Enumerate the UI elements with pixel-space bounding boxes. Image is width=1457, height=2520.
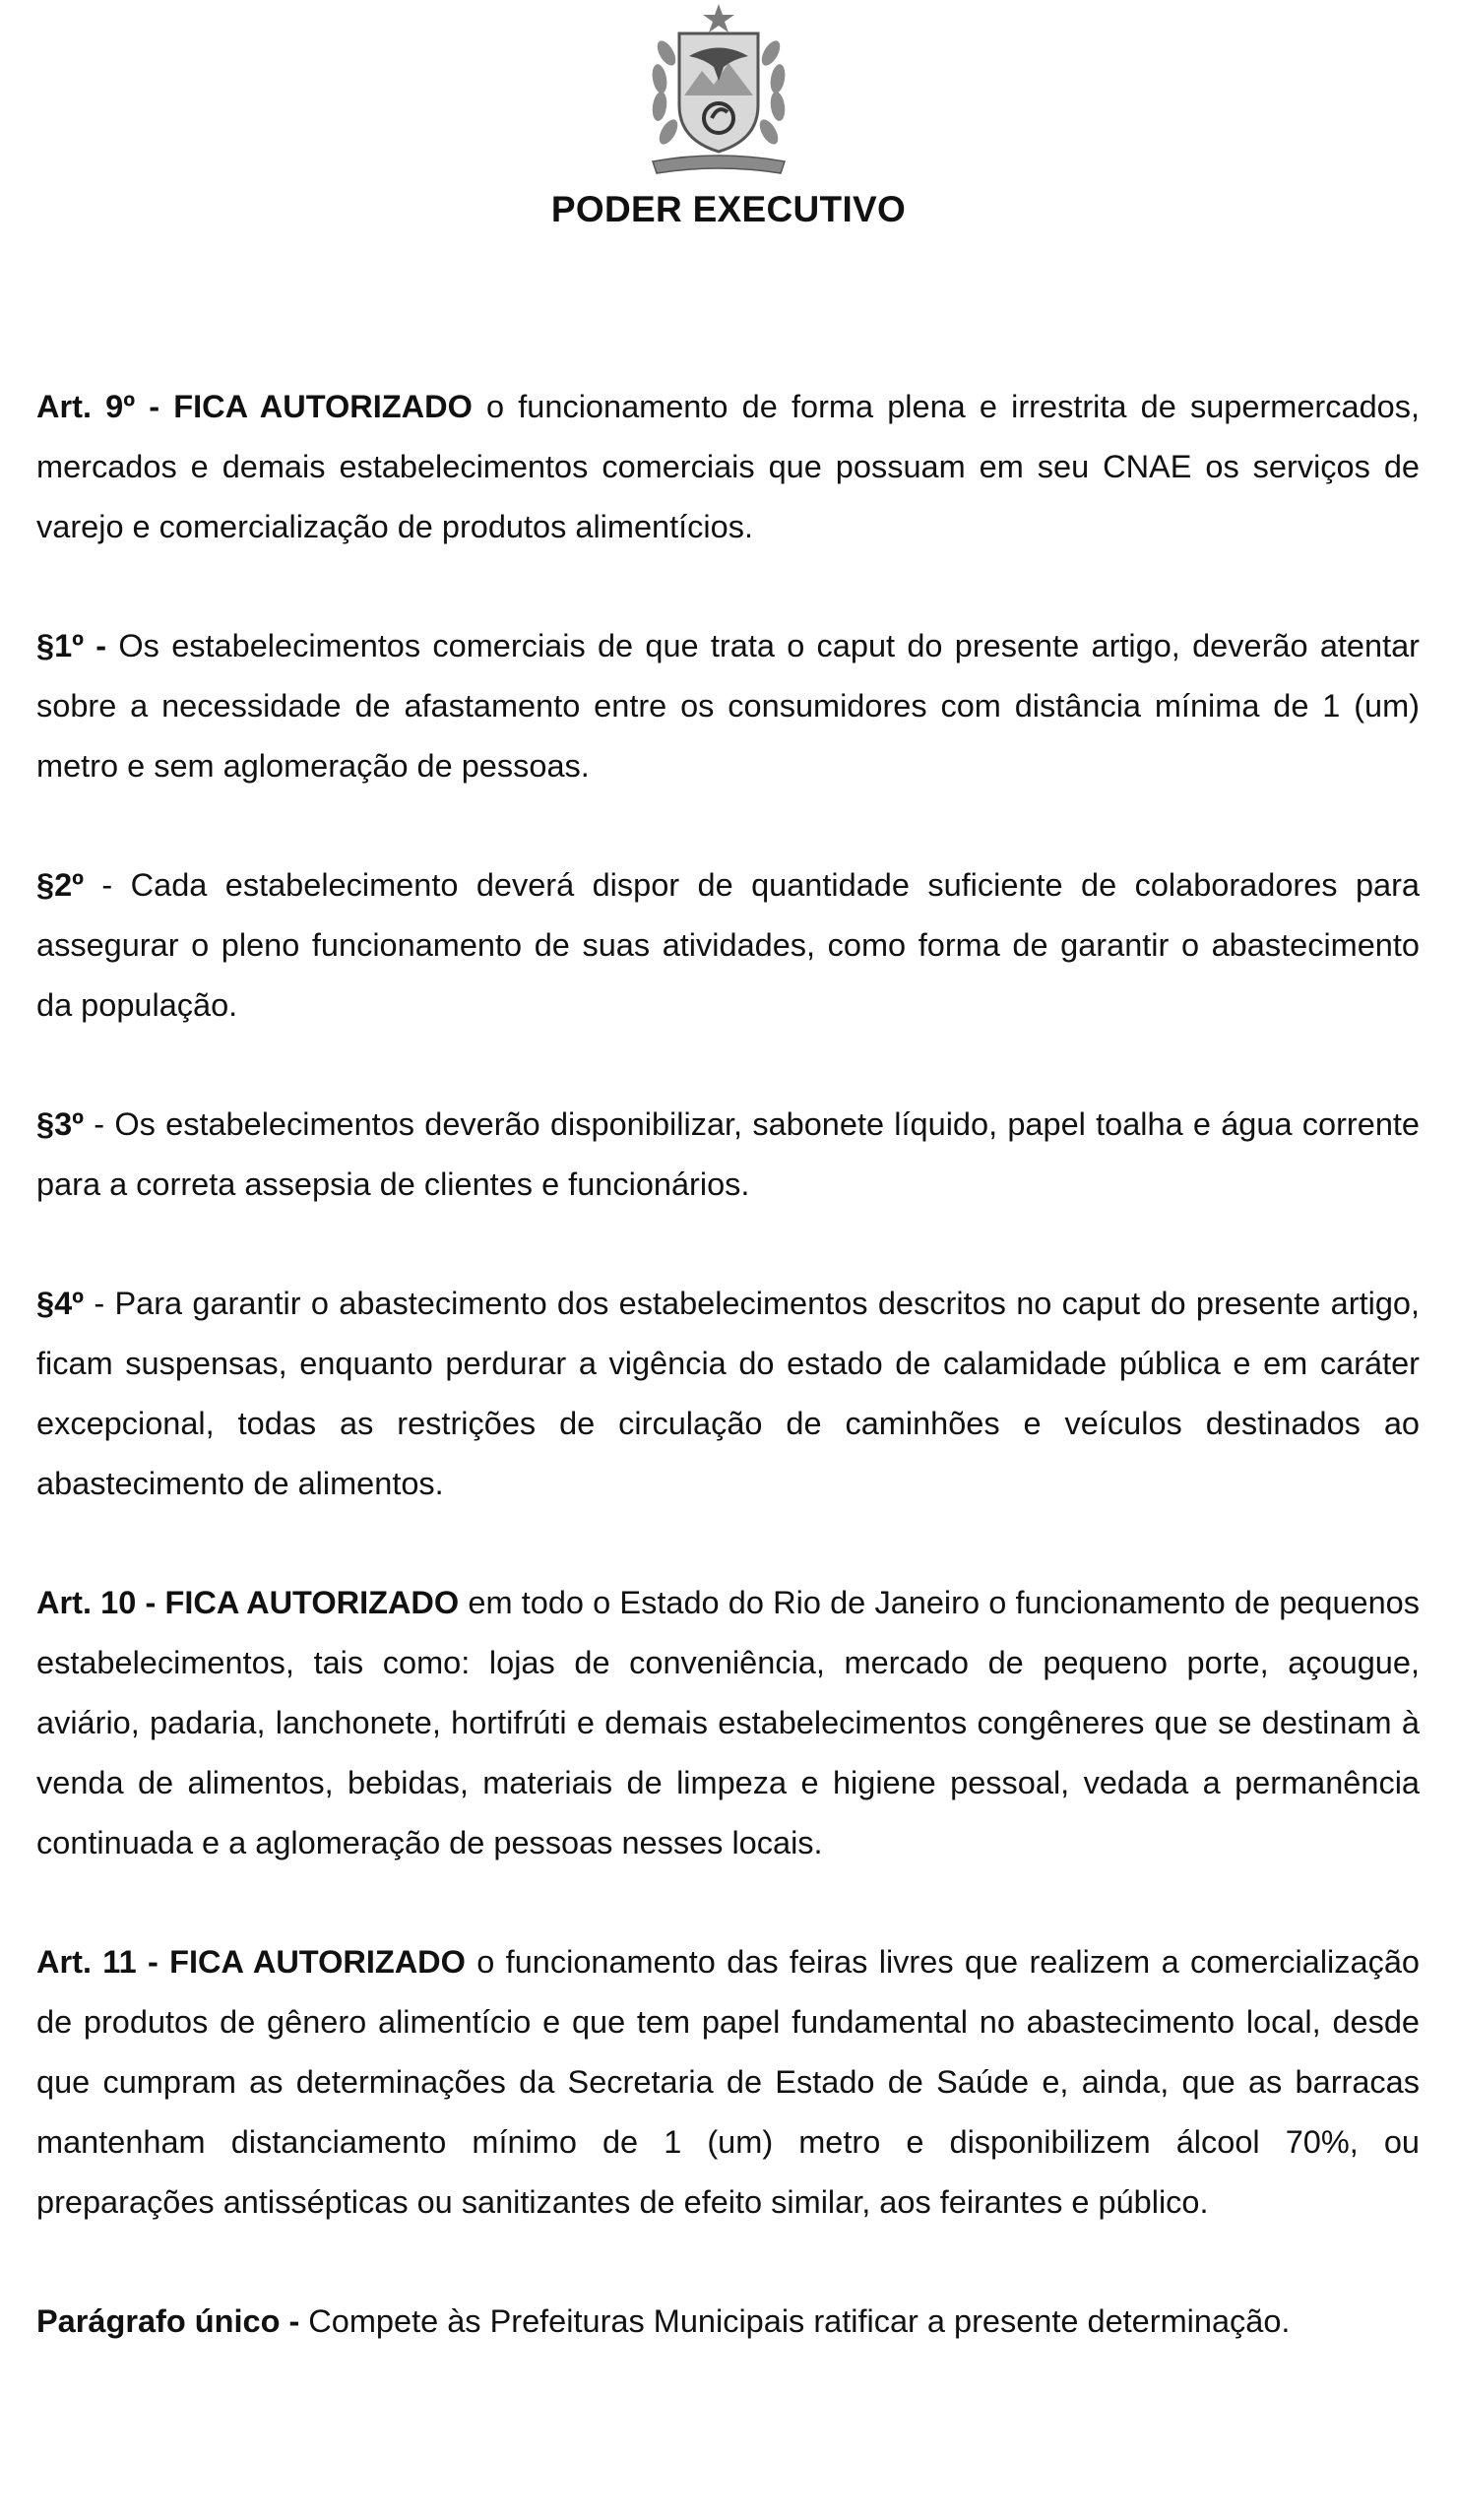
page-title: PODER EXECUTIVO: [550, 189, 907, 229]
document-body: [36, 377, 1420, 2352]
article-9-section-1: [36, 616, 1420, 796]
section-text: - Cada estabelecimento deverá dispor de quantidade suficiente de colaboradores para assegurar o pleno funcionamento de suas atividades, como forma de garantir o abastecimento da população.: [36, 867, 1420, 1023]
article-9: [36, 377, 1420, 557]
paragraph-text: Compete às Prefeituras Municipais ratificar a presente determinação.: [299, 2303, 1291, 2339]
paragraph-heading: Parágrafo único -: [36, 2303, 300, 2339]
article-10: [36, 1573, 1420, 1873]
section-heading: §1º -: [36, 628, 107, 663]
article-text: o funcionamento de forma plena e irrestrita de supermercados, mercados e demais estabelecimentos comerciais que possuam em seu CNAE os serviços de varejo e comercialização de produtos alimentícios.: [36, 389, 1421, 544]
section-heading: §3º: [36, 1106, 85, 1142]
article-9-section-2: [36, 855, 1420, 1036]
section-text: Os estabelecimentos comerciais de que trata o caput do presente artigo, deverão atentar sobre a necessidade de afastamento entre os consumidores com distância mínima de 1 (um) metro e sem aglomeração de pessoas.: [36, 628, 1421, 784]
rio-de-janeiro-state-seal-icon: [645, 2, 792, 181]
article-9-section-4: [36, 1274, 1420, 1514]
article-9-section-3: [36, 1095, 1420, 1215]
document-header: [0, 0, 1457, 246]
article-heading: Art. 11 - FICA AUTORIZADO: [36, 1944, 466, 1980]
article-heading: Art. 9º - FICA AUTORIZADO: [36, 389, 473, 424]
article-text: o funcionamento das feiras livres que realizem a comercialização de produtos de gênero alimentício e que tem papel fundamental no abastecimento local, desde que cumpram as determinações da Secretaria de Estado de Saúde e, ainda, que as barracas mantenham distanciamento mínimo de 1 (um) metro e disponibilizem álcool 70%, ou preparações antissépticas ou sanitizantes de efeito similar, aos feirantes e público.: [36, 1944, 1420, 2220]
article-text: em todo o Estado do Rio de Janeiro o funcionamento de pequenos estabelecimentos, tais como: lojas de conveniência, mercado de pequeno porte, açougue, aviário, padaria, lanchonete, hortifrúti e demais estabelecimentos congêneres que se destinam à venda de alimentos, bebidas, materiais de limpeza e higiene pessoal, vedada a permanência continuada e a aglomeração de pessoas nesses locais.: [36, 1585, 1421, 1860]
section-heading: §2º: [36, 867, 85, 903]
article-11-sole-paragraph: [36, 2292, 1420, 2352]
article-heading: Art. 10 - FICA AUTORIZADO: [36, 1585, 460, 1620]
section-text: - Para garantir o abastecimento dos estabelecimentos descritos no caput do presente artigo, ficam suspensas, enquanto perdurar a vigência do estado de calamidade pública e em caráter excepcional, todas as restrições de circulação de caminhões e veículos destinados ao abastecimento de alimentos.: [36, 1286, 1420, 1501]
article-11: [36, 1932, 1420, 2233]
section-heading: §4º: [36, 1286, 85, 1321]
section-text: - Os estabelecimentos deverão disponibilizar, sabonete líquido, papel toalha e água corrente para a correta assepsia de clientes e funcionários.: [36, 1106, 1420, 1202]
